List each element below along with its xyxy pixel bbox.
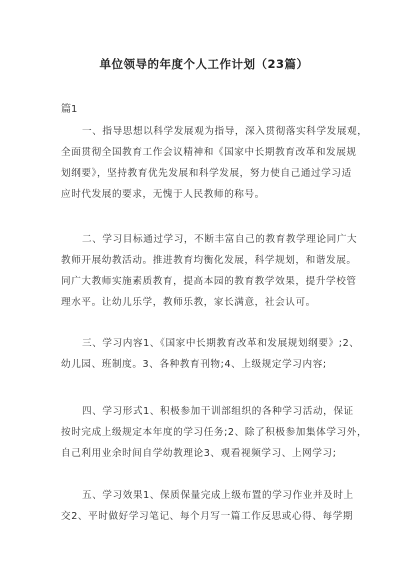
paragraph-line: 交2、平时做好学习笔记、每个月写一篇工作反思或心得、每学期 [61,511,354,522]
paragraph-learning-goals [61,229,358,313]
paragraph-line: 幼儿园、班制度。3、各种教育刊物;4、上级规定学习内容; [61,359,327,370]
paragraph-line: 二、学习目标通过学习，不断丰富自己的教育教学理论同广大 [82,234,358,245]
paragraph-learning-format [61,401,368,464]
paragraph-line: 三、学习内容1、《国家中长期教育改革和发展规划纲要》;2、 [82,338,360,349]
document-title: 单位领导的年度个人工作计划（23篇） [99,57,309,71]
paragraph-line: 全面贯彻全国教育工作会议精神和《国家中长期教育改革和发展规 [61,147,357,158]
paragraph-line: 按时完成上级规定本年度的学习任务;2、除了积极参加集体学习外， [61,427,368,438]
section-label: 篇1 [61,104,78,115]
paragraph-line: 理水平。让幼儿乐学，教师乐教，家长满意，社会认可。 [61,297,316,308]
paragraph-line: 教师开展幼教活动。推进教育均衡化发展，科学规划，和谐发展。 [61,255,357,266]
paragraph-line: 一、指导思想以科学发展观为指导，深入贯彻落实科学发展观， [82,126,368,137]
paragraph-line: 自己利用业余时间自学幼教理论3、观看视频学习、上网学习; [61,448,337,459]
paragraph-line: 划纲要》，坚持教育优先发展和科学发展，努力使自己通过学习适 [61,168,352,179]
paragraph-line: 应时代发展的要求，无愧于人民教师的称号。 [61,189,265,200]
paragraph-guiding-ideology [61,121,368,205]
paragraph-line: 五、学习效果1、保质保量完成上级布置的学习作业并及时上 [82,490,354,501]
paragraph-line: 同广大教师实施素质教育，提高本园的教育教学效果，提升学校管 [61,276,357,287]
paragraph-line: 四、学习形式1、积极参加干训部组织的各种学习活动，保证 [82,406,354,417]
paragraph-learning-effect [61,485,354,527]
paragraph-learning-content [61,333,360,375]
